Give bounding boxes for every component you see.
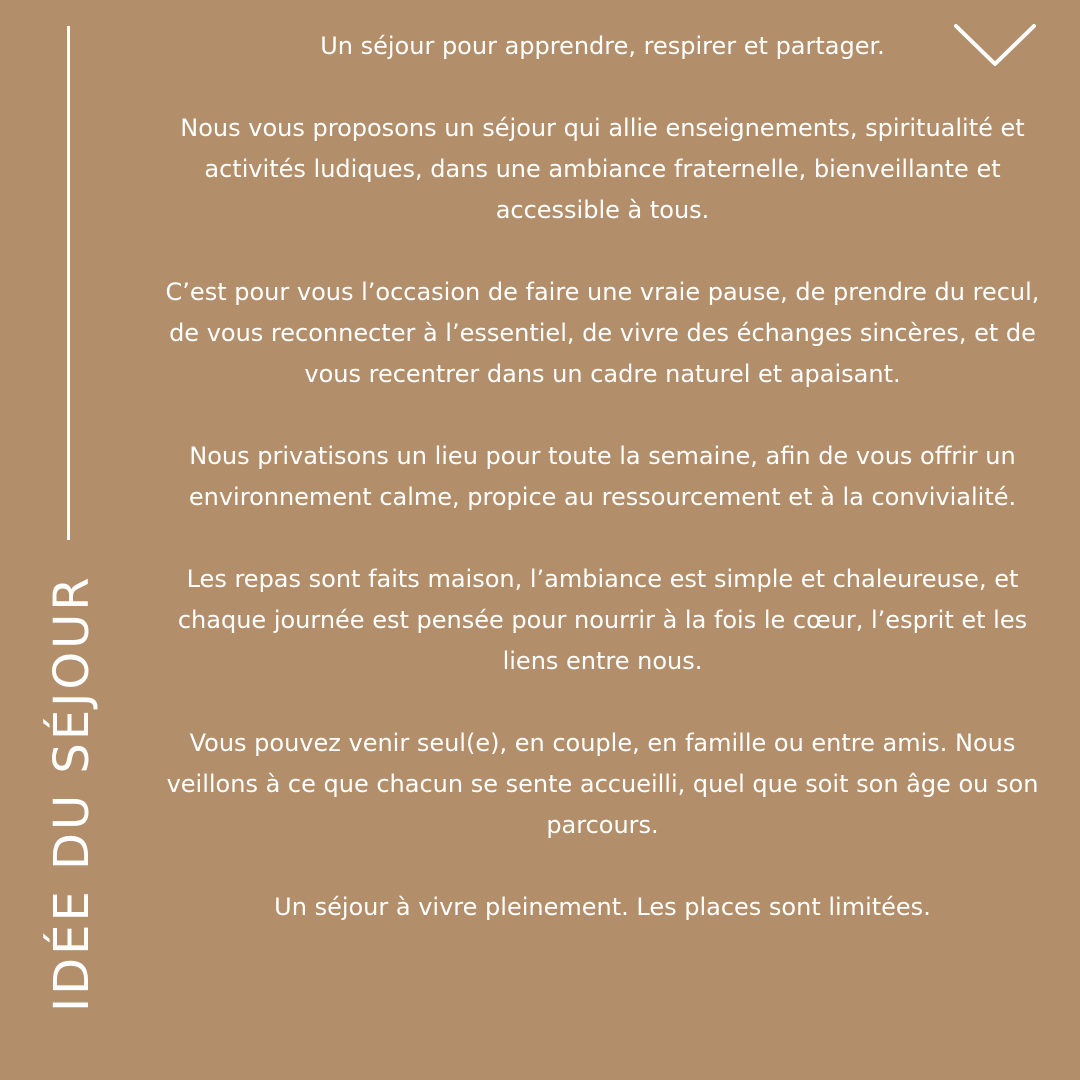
section-title: IDÉE DU SÉJOUR bbox=[44, 574, 100, 1012]
paragraph-closing: Un séjour à vivre pleinement. Les places sont limitées. bbox=[274, 893, 931, 921]
paragraph-venue: Nous privatisons un lieu pour toute la semaine, afin de vous offrir un environnement calme, propice au ressourcement et à la convivialité. bbox=[188, 442, 1017, 511]
paragraph-intro: Un séjour pour apprendre, respirer et partager. bbox=[320, 32, 885, 60]
paragraph-meals: Les repas sont faits maison, l’ambiance est simple et chaleureuse, et chaque journée est pensée pour nourrir à la fois le cœur, l’esprit et les liens entre nous. bbox=[177, 565, 1028, 675]
vertical-divider bbox=[67, 26, 70, 540]
description-text-block bbox=[160, 26, 1045, 928]
paragraph-proposal: Nous vous proposons un séjour qui allie enseignements, spiritualité et activités ludiques, dans une ambiance fraternelle, bienveillante et accessible à tous. bbox=[180, 114, 1025, 224]
paragraph-occasion: C’est pour vous l’occasion de faire une vraie pause, de prendre du recul, de vous reconnecter à l’essentiel, de vivre des échanges sincères, et de vous recentrer dans un cadre naturel et apaisant. bbox=[165, 278, 1040, 388]
paragraph-audience: Vous pouvez venir seul(e), en couple, en famille ou entre amis. Nous veillons à ce que chacun se sente accueilli, quel que soit son âge ou son parcours. bbox=[166, 729, 1039, 839]
